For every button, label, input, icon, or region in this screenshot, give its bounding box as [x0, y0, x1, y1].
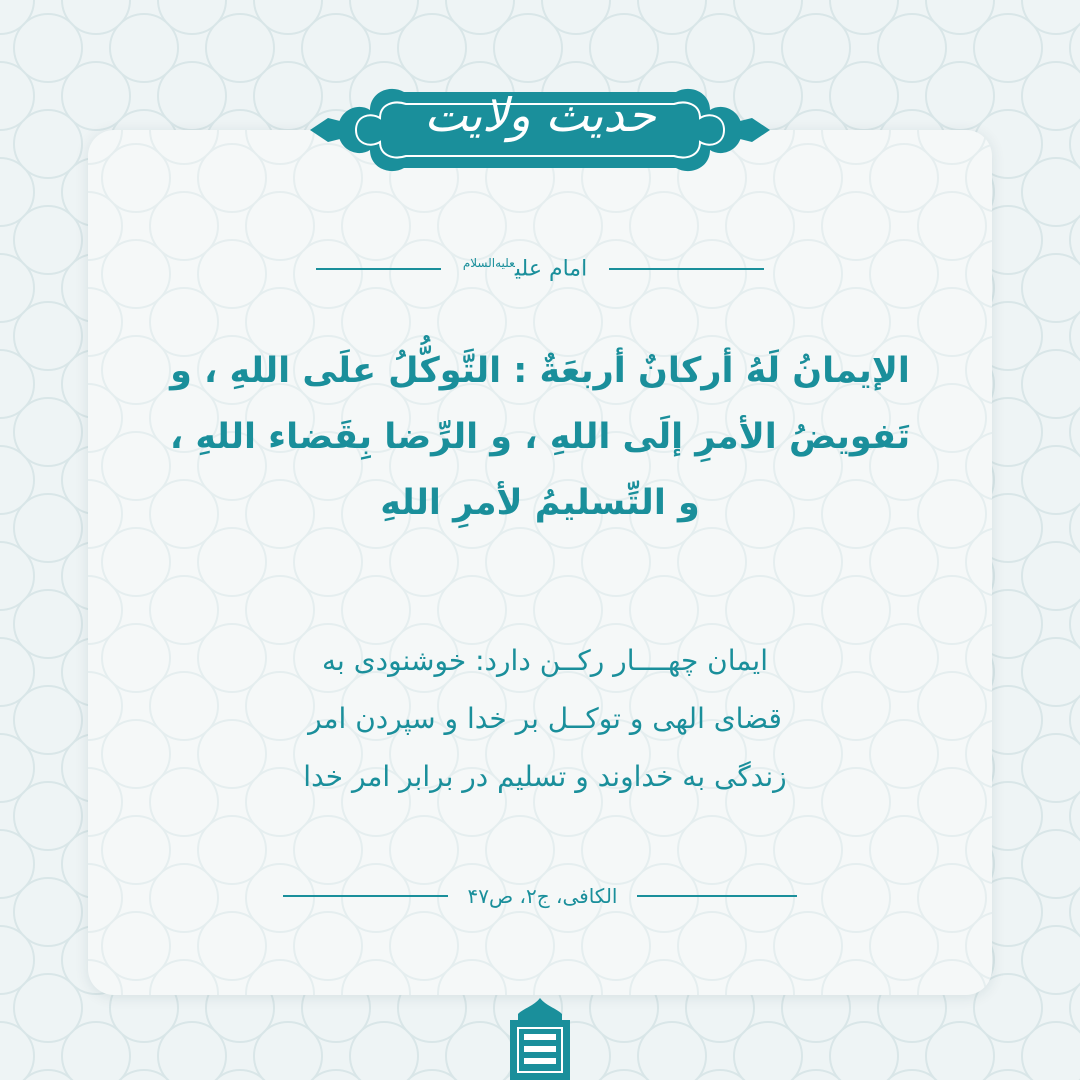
hadith-persian-translation — [200, 632, 890, 806]
divider-line-left — [283, 895, 448, 897]
divider-line-right — [637, 895, 797, 897]
speaker-row — [0, 256, 1080, 281]
speaker-label — [463, 256, 587, 281]
arabic-line: تَفويضُ الأمرِ إلَى اللهِ ، و الرِّضا بِقَضاء اللهِ ، — [169, 417, 911, 457]
divider-line-right — [609, 268, 764, 270]
divider-line-left — [316, 268, 441, 270]
hawzeh-logo-icon — [506, 996, 574, 1080]
arabic-line: و التِّسليمُ لأمرِ اللهِ — [380, 483, 700, 523]
hadith-arabic — [110, 338, 970, 536]
persian-line: قضای الهی و توکــل بر خدا و سپردن امر — [308, 702, 782, 735]
banner-title: حدیث ولایت — [424, 88, 656, 142]
arabic-line: الإيمانُ لَهُ أركانٌ أربعَةٌ : التَّوكُّلُ علَى اللهِ ، و — [170, 351, 910, 391]
persian-line: زندگی به خداوند و تسلیم در برابر امر خدا — [303, 760, 787, 793]
source-row — [0, 884, 1080, 908]
source-citation: الکافی، ج۲، ص۴۷ — [467, 884, 618, 908]
title-banner — [300, 70, 780, 190]
speaker-name: امام علی — [514, 256, 588, 282]
persian-line: ایمان چهــــار رکــن دارد: خوشنودی به — [321, 644, 769, 677]
speaker-honorific: علیه‌السلام — [462, 256, 515, 270]
